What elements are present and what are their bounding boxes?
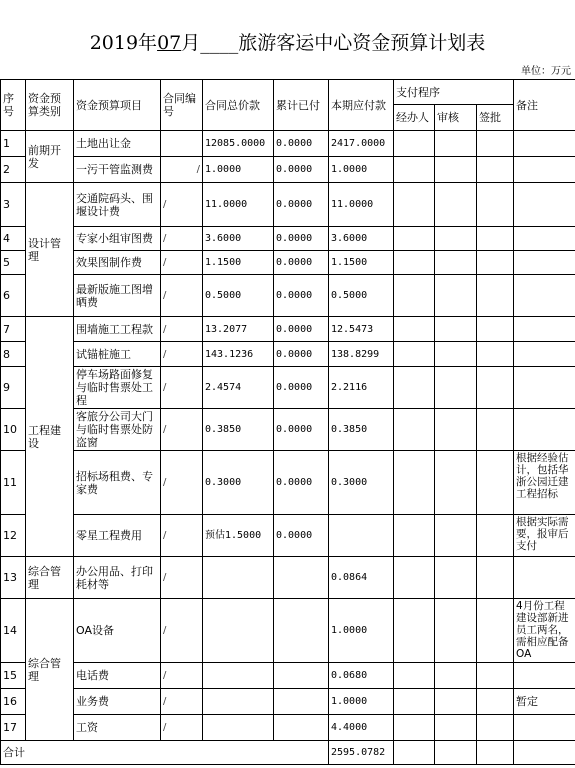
cell-paid: 0.0000 — [274, 342, 329, 367]
cell-contract-no: / — [161, 157, 203, 183]
cell-handler — [394, 131, 435, 157]
cell-remark — [514, 557, 575, 599]
header-procedure: 支付程序 — [394, 80, 514, 105]
cell-handler — [394, 409, 435, 451]
cell-paid: 0.0000 — [274, 409, 329, 451]
cell-handler — [394, 251, 435, 275]
cell-approve — [477, 451, 514, 515]
table-row — [1, 599, 575, 663]
table-row — [1, 227, 575, 251]
cell-total: 预估1.5000 — [203, 515, 274, 557]
cell-total — [203, 663, 274, 689]
cell-review — [435, 557, 477, 599]
cell-contract-no: / — [161, 409, 203, 451]
total-label: 合计 — [1, 741, 329, 765]
cell-paid — [274, 599, 329, 663]
category-cell: 前期开发 — [26, 131, 74, 183]
table-row — [1, 157, 575, 183]
table-row — [1, 557, 575, 599]
cell-review — [435, 183, 477, 227]
cell-handler — [394, 515, 435, 557]
cell-handler — [394, 367, 435, 409]
cell-remark — [514, 409, 575, 451]
title-month: 07 — [157, 32, 182, 54]
cell-approve — [477, 515, 514, 557]
cell-contract-no: / — [161, 342, 203, 367]
cell-total — [203, 599, 274, 663]
table-row — [1, 663, 575, 689]
cell-remark — [514, 275, 575, 317]
cell-remark: 根据实际需要，报审后支付 — [514, 515, 575, 557]
cell-approve — [477, 741, 514, 765]
cell-paid: 0.0000 — [274, 251, 329, 275]
cell-paid — [274, 663, 329, 689]
cell-handler — [394, 342, 435, 367]
cell-review — [435, 157, 477, 183]
cell-current: 12.5473 — [329, 317, 394, 342]
cell-item: 交通院码头、围堰设计费 — [74, 183, 161, 227]
cell-approve — [477, 715, 514, 741]
cell-item: OA设备 — [74, 599, 161, 663]
cell-seq: 13 — [1, 557, 26, 599]
cell-handler — [394, 741, 435, 765]
cell-seq: 5 — [1, 251, 26, 275]
cell-contract-no: / — [161, 251, 203, 275]
cell-paid: 0.0000 — [274, 227, 329, 251]
cell-contract-no: / — [161, 663, 203, 689]
cell-paid — [274, 715, 329, 741]
table-row — [1, 515, 575, 557]
cell-review — [435, 715, 477, 741]
cell-review — [435, 275, 477, 317]
cell-approve — [477, 409, 514, 451]
cell-seq: 4 — [1, 227, 26, 251]
cell-paid: 0.0000 — [274, 317, 329, 342]
cell-approve — [477, 183, 514, 227]
title-year: 2019年 — [89, 32, 158, 54]
header-remark: 备注 — [514, 80, 575, 131]
cell-approve — [477, 342, 514, 367]
cell-seq: 7 — [1, 317, 26, 342]
cell-remark — [514, 342, 575, 367]
cell-total: 2.4574 — [203, 367, 274, 409]
cell-review — [435, 515, 477, 557]
cell-item: 业务费 — [74, 689, 161, 715]
cell-paid: 0.0000 — [274, 515, 329, 557]
cell-review — [435, 251, 477, 275]
cell-remark — [514, 251, 575, 275]
cell-current: 138.8299 — [329, 342, 394, 367]
cell-review — [435, 317, 477, 342]
total-row — [1, 741, 575, 765]
cell-item: 电话费 — [74, 663, 161, 689]
cell-contract-no: / — [161, 515, 203, 557]
cell-item: 办公用品、打印耗材等 — [74, 557, 161, 599]
cell-handler — [394, 183, 435, 227]
table-row — [1, 409, 575, 451]
table-row — [1, 715, 575, 741]
cell-handler — [394, 599, 435, 663]
cell-handler — [394, 317, 435, 342]
table-row — [1, 183, 575, 227]
cell-seq: 9 — [1, 367, 26, 409]
cell-contract-no: / — [161, 557, 203, 599]
cell-approve — [477, 157, 514, 183]
cell-total: 1.0000 — [203, 157, 274, 183]
cell-contract-no: / — [161, 689, 203, 715]
page-title — [0, 30, 575, 56]
cell-handler — [394, 157, 435, 183]
cell-approve — [477, 557, 514, 599]
cell-paid: 0.0000 — [274, 183, 329, 227]
cell-seq: 8 — [1, 342, 26, 367]
cell-total — [203, 715, 274, 741]
cell-remark — [514, 317, 575, 342]
cell-total: 0.3000 — [203, 451, 274, 515]
cell-remark — [514, 157, 575, 183]
cell-approve — [477, 689, 514, 715]
cell-contract-no: / — [161, 227, 203, 251]
cell-contract-no: / — [161, 599, 203, 663]
cell-current: 4.4000 — [329, 715, 394, 741]
header-paid: 累计已付 — [274, 80, 329, 131]
cell-current: 2.2116 — [329, 367, 394, 409]
cell-contract-no: / — [161, 367, 203, 409]
category-cell: 设计管理 — [26, 183, 74, 317]
header-approve: 签批 — [477, 105, 514, 131]
cell-seq: 2 — [1, 157, 26, 183]
total-current: 2595.0782 — [329, 741, 394, 765]
cell-remark — [514, 183, 575, 227]
cell-remark — [514, 131, 575, 157]
cell-item: 工资 — [74, 715, 161, 741]
cell-contract-no: / — [161, 451, 203, 515]
cell-handler — [394, 689, 435, 715]
cell-paid: 0.0000 — [274, 367, 329, 409]
cell-total: 13.2077 — [203, 317, 274, 342]
cell-item: 围墙施工工程款 — [74, 317, 161, 342]
cell-approve — [477, 663, 514, 689]
table-row — [1, 275, 575, 317]
cell-total: 1.1500 — [203, 251, 274, 275]
cell-review — [435, 367, 477, 409]
cell-review — [435, 227, 477, 251]
cell-paid: 0.0000 — [274, 131, 329, 157]
cell-paid — [274, 689, 329, 715]
cell-review — [435, 131, 477, 157]
cell-seq: 17 — [1, 715, 26, 741]
cell-current: 3.6000 — [329, 227, 394, 251]
table-row — [1, 317, 575, 342]
cell-approve — [477, 251, 514, 275]
cell-review — [435, 663, 477, 689]
cell-item: 零星工程费用 — [74, 515, 161, 557]
cell-seq: 14 — [1, 599, 26, 663]
cell-seq: 10 — [1, 409, 26, 451]
cell-remark: 4月份工程建设部新进员工两名，需相应配备OA — [514, 599, 575, 663]
header-category: 资金预算类别 — [26, 80, 74, 131]
header-seq: 序号 — [1, 80, 26, 131]
cell-current: 1.0000 — [329, 599, 394, 663]
cell-contract-no — [161, 131, 203, 157]
cell-item: 试锚桩施工 — [74, 342, 161, 367]
header-contract-no: 合同编号 — [161, 80, 203, 131]
cell-item: 一污干管监测费 — [74, 157, 161, 183]
cell-total: 0.3850 — [203, 409, 274, 451]
cell-handler — [394, 227, 435, 251]
cell-approve — [477, 317, 514, 342]
title-month-suffix: 月 — [181, 32, 201, 54]
cell-handler — [394, 715, 435, 741]
cell-review — [435, 451, 477, 515]
cell-contract-no: / — [161, 715, 203, 741]
cell-current: 1.0000 — [329, 689, 394, 715]
cell-remark: 根据经验估计，包括华浙公园迁建工程招标 — [514, 451, 575, 515]
table-row — [1, 251, 575, 275]
cell-handler — [394, 663, 435, 689]
budget-table — [0, 79, 575, 765]
cell-current: 0.0864 — [329, 557, 394, 599]
cell-seq: 6 — [1, 275, 26, 317]
cell-seq: 15 — [1, 663, 26, 689]
cell-total: 3.6000 — [203, 227, 274, 251]
cell-remark — [514, 715, 575, 741]
cell-approve — [477, 131, 514, 157]
cell-seq: 12 — [1, 515, 26, 557]
cell-contract-no: / — [161, 183, 203, 227]
cell-remark — [514, 367, 575, 409]
cell-current: 0.3000 — [329, 451, 394, 515]
header-review: 审核 — [435, 105, 477, 131]
cell-remark — [514, 741, 575, 765]
table-row — [1, 367, 575, 409]
header-handler: 经办人 — [394, 105, 435, 131]
table-row — [1, 689, 575, 715]
cell-handler — [394, 451, 435, 515]
cell-seq: 16 — [1, 689, 26, 715]
cell-total: 12085.0000 — [203, 131, 274, 157]
cell-current: 0.0680 — [329, 663, 394, 689]
cell-remark — [514, 663, 575, 689]
category-cell: 工程建设 — [26, 317, 74, 557]
cell-remark — [514, 227, 575, 251]
cell-total: 0.5000 — [203, 275, 274, 317]
cell-handler — [394, 557, 435, 599]
cell-contract-no: / — [161, 317, 203, 342]
cell-paid: 0.0000 — [274, 275, 329, 317]
category-cell: 综合管理 — [26, 599, 74, 741]
cell-total: 143.1236 — [203, 342, 274, 367]
header-item: 资金预算项目 — [74, 80, 161, 131]
cell-paid: 0.0000 — [274, 157, 329, 183]
cell-current: 1.1500 — [329, 251, 394, 275]
header-current: 本期应付款 — [329, 80, 394, 131]
cell-review — [435, 741, 477, 765]
cell-item: 招标场租费、专家费 — [74, 451, 161, 515]
cell-item: 最新版施工图增晒费 — [74, 275, 161, 317]
cell-current: 1.0000 — [329, 157, 394, 183]
cell-paid — [274, 557, 329, 599]
cell-review — [435, 409, 477, 451]
cell-seq: 3 — [1, 183, 26, 227]
cell-current: 11.0000 — [329, 183, 394, 227]
cell-current: 0.3850 — [329, 409, 394, 451]
cell-total: 11.0000 — [203, 183, 274, 227]
cell-review — [435, 599, 477, 663]
title-name: 旅游客运中心资金预算计划表 — [238, 32, 486, 54]
cell-total — [203, 689, 274, 715]
cell-contract-no: / — [161, 275, 203, 317]
cell-item: 专家小组审图费 — [74, 227, 161, 251]
cell-total — [203, 557, 274, 599]
table-row — [1, 342, 575, 367]
cell-current: 0.5000 — [329, 275, 394, 317]
header-contract-total: 合同总价款 — [203, 80, 274, 131]
cell-approve — [477, 599, 514, 663]
cell-seq: 1 — [1, 131, 26, 157]
cell-item: 停车场路面修复与临时售票处工程 — [74, 367, 161, 409]
cell-current: 2417.0000 — [329, 131, 394, 157]
table-row — [1, 131, 575, 157]
cell-current — [329, 515, 394, 557]
cell-item: 效果图制作费 — [74, 251, 161, 275]
cell-seq: 11 — [1, 451, 26, 515]
cell-approve — [477, 275, 514, 317]
title-blank: ____ — [200, 32, 239, 54]
cell-item: 客旅分公司大门与临时售票处防盗窗 — [74, 409, 161, 451]
cell-item: 土地出让金 — [74, 131, 161, 157]
cell-approve — [477, 367, 514, 409]
table-row — [1, 451, 575, 515]
unit-label: 单位：万元 — [521, 66, 571, 77]
cell-paid: 0.0000 — [274, 451, 329, 515]
cell-remark: 暂定 — [514, 689, 575, 715]
cell-review — [435, 689, 477, 715]
cell-approve — [477, 227, 514, 251]
cell-review — [435, 342, 477, 367]
category-cell: 综合管理 — [26, 557, 74, 599]
cell-handler — [394, 275, 435, 317]
